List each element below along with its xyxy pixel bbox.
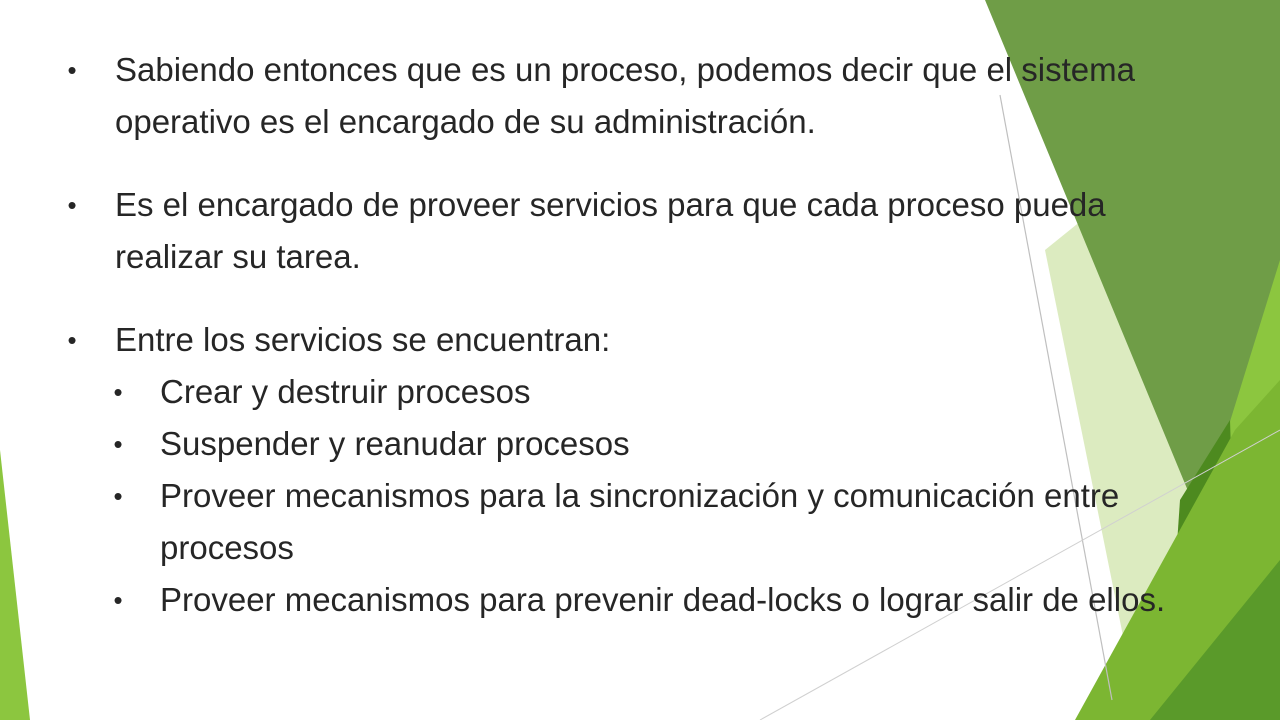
sub-bullet-text: Suspender y reanudar procesos (160, 425, 630, 462)
sub-bullet-item (62, 418, 1222, 470)
bullet-text: Sabiendo entonces que es un proceso, podemos decir que el sistema operativo es el encargado de su administración. (115, 51, 1135, 140)
bullet-marker: • (67, 325, 77, 355)
bullet-item (62, 179, 1222, 283)
bullet-text: Entre los servicios se encuentran: (115, 321, 611, 358)
bullet-item (62, 44, 1222, 148)
sub-bullet-item (62, 366, 1222, 418)
sub-bullet-marker: • (113, 429, 123, 459)
sub-bullet-text: Proveer mecanismos para la sincronización y comunicación entre procesos (160, 477, 1120, 566)
sub-bullet-marker: • (113, 481, 123, 511)
sub-bullet-text: Crear y destruir procesos (160, 373, 531, 410)
sub-bullet-marker: • (113, 377, 123, 407)
decor-shape-left-edge (0, 450, 30, 720)
slide-body (62, 44, 1222, 626)
sub-bullet-item (62, 470, 1222, 574)
sub-bullet-text: Proveer mecanismos para prevenir dead-locks o lograr salir de ellos. (160, 581, 1166, 618)
bullet-marker: • (67, 190, 77, 220)
sub-bullet-item (62, 574, 1222, 626)
bullet-text: Es el encargado de proveer servicios para que cada proceso pueda realizar su tarea. (115, 186, 1106, 275)
sub-bullet-marker: • (113, 585, 123, 615)
bullet-marker: • (67, 55, 77, 85)
bullet-item (62, 314, 1222, 366)
